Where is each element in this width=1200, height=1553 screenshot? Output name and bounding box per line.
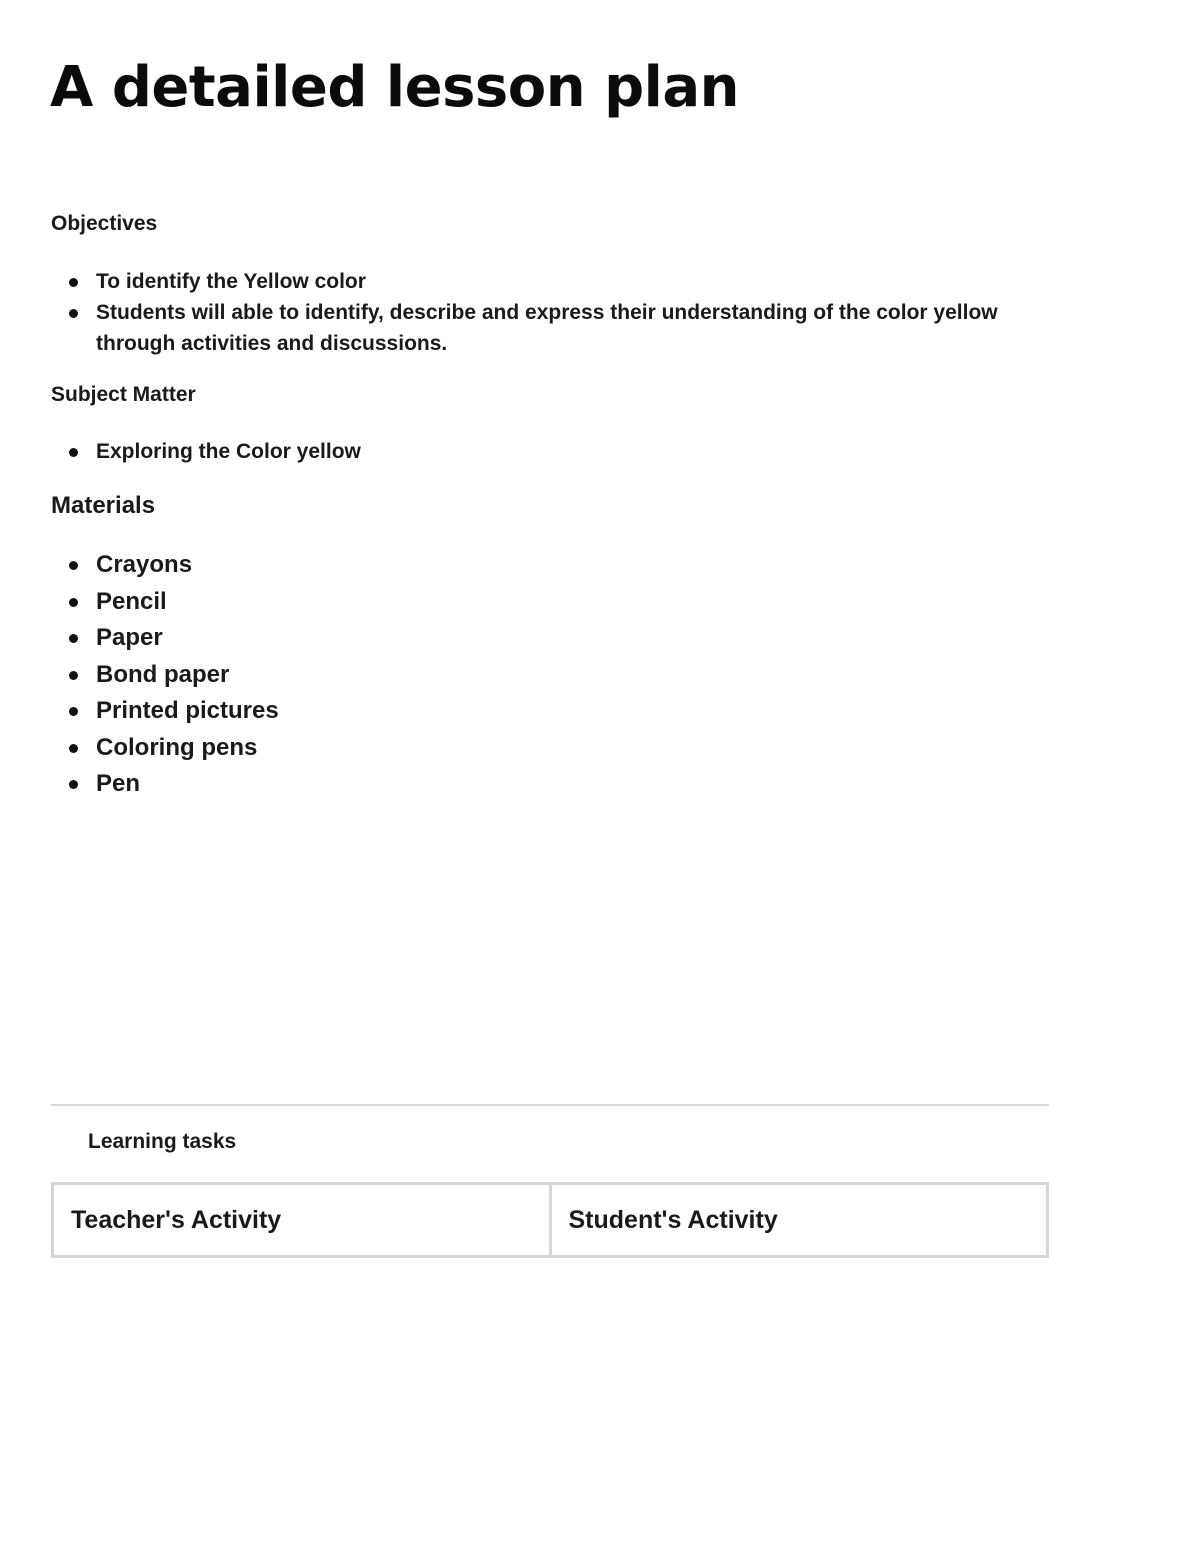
materials-list [51,547,1011,803]
section-divider [51,1104,1049,1106]
teacher-activity-header: Teacher's Activity [53,1184,551,1257]
bullet-icon [69,448,78,457]
list-item [51,297,1011,359]
bullet-icon [69,780,78,789]
list-item-text: Printed pictures [96,697,279,724]
bullet-icon [69,561,78,570]
bullet-icon [69,671,78,680]
bullet-icon [69,707,78,716]
table-header-row [53,1184,1048,1257]
list-item-text: Coloring pens [96,733,258,761]
bullet-icon [69,278,78,287]
list-item-text: Pencil [96,587,167,615]
objectives-list [51,266,1011,359]
list-item [51,436,1011,467]
list-item-text: Bond paper [96,660,230,688]
list-item [51,766,1011,803]
subject-matter-list [51,436,1011,467]
list-item [51,730,1011,767]
subject-matter-heading: Subject Matter [51,383,196,406]
bullet-icon [69,634,78,643]
list-item-text: Students will able to identify, describe and express their understanding of the color yellow through activities and discussions. [96,301,998,355]
list-item [51,584,1011,621]
bullet-icon [69,744,78,753]
list-item [51,620,1011,657]
list-item-text: To identify the Yellow color [96,270,366,293]
activity-table [51,1182,1049,1258]
bullet-icon [69,309,78,318]
list-item [51,693,1011,730]
list-item [51,657,1011,694]
list-item-text: Crayons [96,551,193,578]
list-item-text: Paper [96,624,163,651]
list-item-text: Exploring the Color yellow [96,440,361,463]
materials-heading: Materials [51,492,156,519]
list-item [51,547,1011,584]
learning-tasks-heading: Learning tasks [88,1130,237,1153]
list-item [51,266,1011,297]
bullet-icon [69,598,78,607]
objectives-heading: Objectives [51,212,158,235]
list-item-text: Pen [96,770,141,797]
page-title: A detailed lesson plan [50,55,740,120]
student-activity-header: Student's Activity [550,1184,1048,1257]
